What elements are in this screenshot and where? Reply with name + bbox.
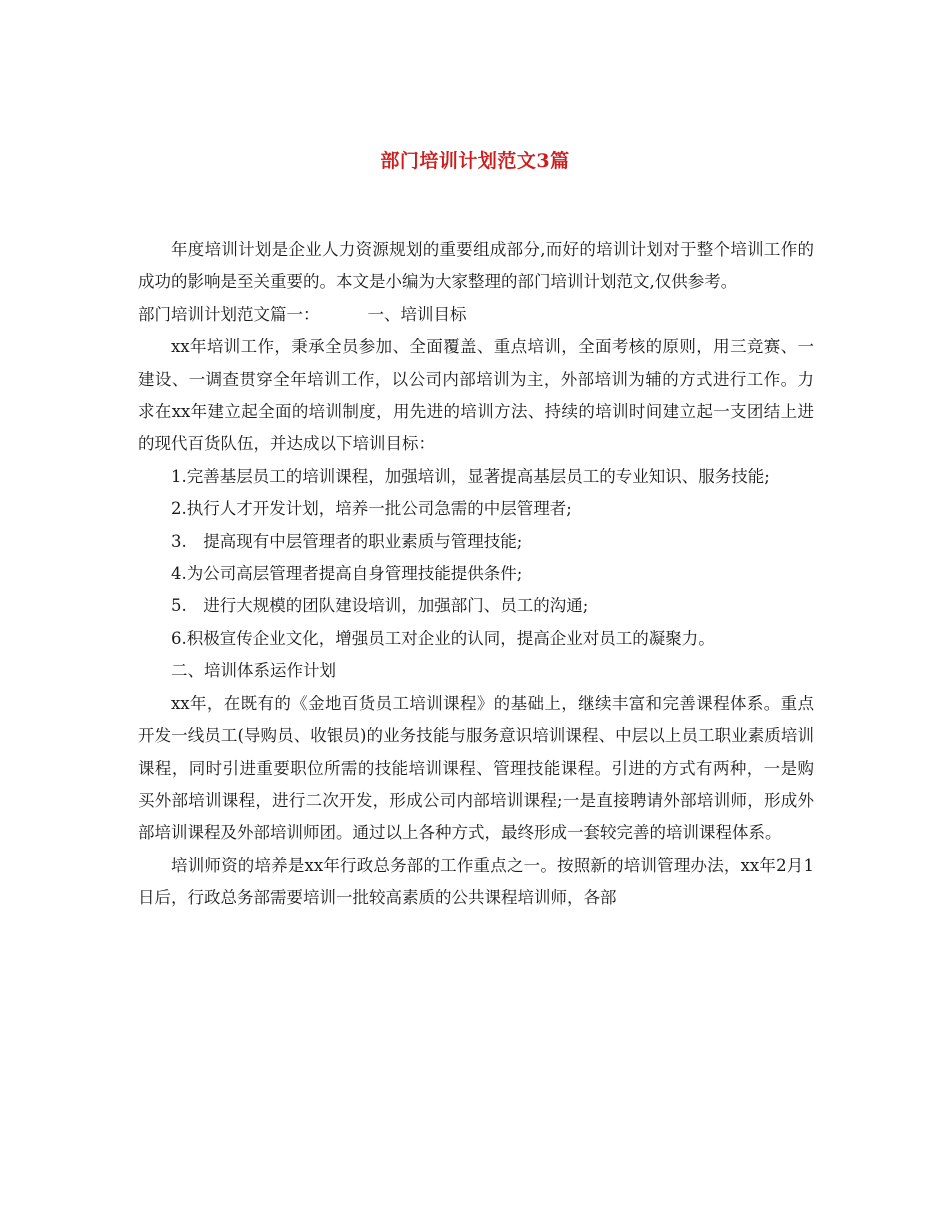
goals-intro-paragraph: xx年培训工作，秉承全员参加、全面覆盖、重点培训，全面考核的原则，用三竞赛、一建设、一调查贯穿全年培训工作，以公司内部培训为主，外部培训为辅的方式进行工作。力求在xx年建立起全面的培训制度，用先进的培训方法、持续的培训时间建立起一支团结上进的现代百货队伍，并达成以下培训目标： (138, 337, 814, 454)
goal-item-3: 3. 提高现有中层管理者的职业素质与管理技能; (171, 531, 523, 551)
goal-item-1: 1.完善基层员工的培训课程，加强培训，显著提高基层员工的专业知识、服务技能; (171, 466, 770, 486)
section-one-line (138, 299, 814, 331)
goal-item-6: 6.积极宣传企业文化，增强员工对企业的认同，提高企业对员工的凝聚力。 (171, 628, 715, 648)
section-one-label: 部门培训计划范文篇一： (138, 304, 320, 324)
goal-item-4: 4.为公司高层管理者提高自身管理技能提供条件; (171, 564, 523, 584)
intro-paragraph: 年度培训计划是企业人力资源规划的重要组成部分,而好的培训计划对于整个培训工作的成功的影响是至关重要的。本文是小编为大家整理的部门培训计划范文,仅供参考。 (138, 240, 814, 292)
goal-item-2: 2.执行人才开发计划，培养一批公司急需的中层管理者; (171, 499, 572, 519)
system-paragraph: xx年，在既有的《金地百货员工培训课程》的基础上，继续丰富和完善课程体系。重点开发一线员工(导购员、收银员)的业务技能与服务意识培训课程、中层以上员工职业素质培训课程，同时引进重要职位所需的技能培训课程、管理技能课程。引进的方式有两种，一是购买外部培训课程，进行二次开发，形成公司内部培训课程;一是直接聘请外部培训师，形成外部培训课程及外部培训师团。通过以上各种方式，最终形成一套较完善的培训课程体系。 (138, 693, 814, 843)
section-two-heading: 二、培训体系运作计划 (171, 661, 336, 681)
trainer-paragraph: 培训师资的培养是xx年行政总务部的工作重点之一。按照新的培训管理办法，xx年2月1日后，行政总务部需要培训一批较高素质的公共课程培训师，各部 (138, 855, 814, 908)
goal-item-5: 5. 进行大规模的团队建设培训，加强部门、员工的沟通; (171, 596, 589, 616)
document-body (138, 234, 814, 915)
section-one-heading: 一、培训目标 (367, 304, 467, 324)
document-title: 部门培训计划范文3篇 (380, 150, 570, 172)
